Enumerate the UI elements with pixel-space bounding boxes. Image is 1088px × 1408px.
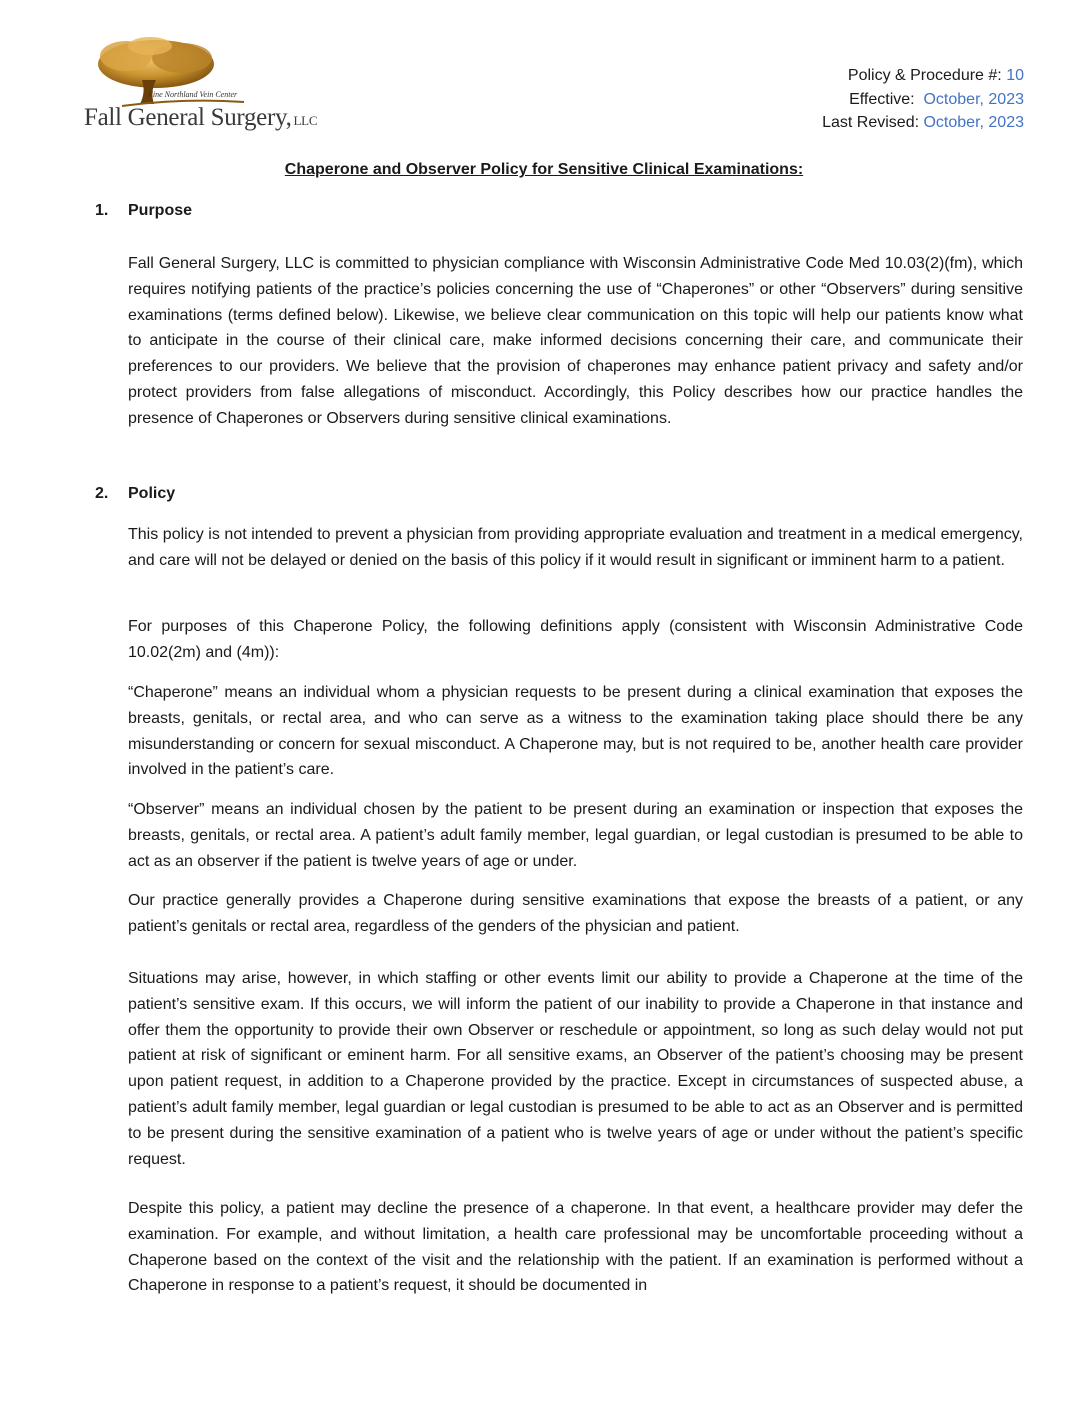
observer-definition-paragraph: “Observer” means an individual chosen by the patient to be present during an examination or inspection that exposes the breasts, genitals, or rectal area. A patient’s adult family member, legal guardian, or legal custodian is presumed to be able to act as an observer if the patient is twelve years of age or under. bbox=[128, 801, 1023, 870]
logo-tagline: Fine Northland Vein Center bbox=[148, 90, 238, 99]
chaperone-definition-paragraph: “Chaperone” means an individual whom a physician requests to be present during a clinical examination that exposes the breasts, genitals, or rectal area, and who can serve as a witness to the examination taking place should there be any misunderstanding or concern for sexual misconduct. A Chaperone may, but is not required to be, another health care provider involved in the patient’s care. bbox=[128, 684, 1023, 779]
effective-date-label: Effective: bbox=[849, 90, 915, 108]
situations-paragraph: Situations may arise, however, in which staffing or other events limit our ability to provide a Chaperone at the time of the patient’s sensitive exam. If this occurs, we will inform the patient of our inability to provide a Chaperone in that instance and offer them the opportunity to provide their own Observer or reschedule or appointment, so long as such delay would not put patient at risk of significant or eminent harm. For all sensitive exams, an Observer of the patient’s choosing may be present upon patient request, in addition to a Chaperone provided by the practice. Except in circumstances of suspected abuse, a patient’s adult family member, legal guardian or legal custodian is presumed to be able to act as an Observer and is permitted to be present during the sensitive examination of a patient who is twelve years of age or under without the patient’s specific request. bbox=[128, 970, 1023, 1168]
revised-date-label: Last Revised: bbox=[822, 114, 920, 131]
document-title: Chaperone and Observer Policy for Sensitive Clinical Examinations: bbox=[284, 161, 804, 178]
logo-name-suffix: LLC bbox=[293, 113, 318, 128]
section-heading-policy bbox=[95, 485, 175, 503]
section-number: 1. bbox=[95, 202, 109, 219]
policy-meta bbox=[822, 64, 1024, 135]
section-number: 2. bbox=[95, 485, 109, 502]
effective-date-line bbox=[822, 88, 1024, 112]
purpose-paragraph: Fall General Surgery, LLC is committed to physician compliance with Wisconsin Administrative Code Med 10.03(2)(fm), which requires notifying patients of the practice’s policies concerning the use of “Chaperones” or other “Observers” during sensitive examinations (terms defined below). Likewise, we believe clear communication on this topic will help our patients know what to anticipate in the course of their clinical care, make informed decisions concerning their care, and communicate their preferences to our providers. We believe that the provision of chaperones may enhance patient privacy and safety and/or protect providers from false allegations of misconduct. Accordingly, this Policy describes how our practice handles the presence of Chaperones or Observers during sensitive clinical examinations. bbox=[128, 255, 1023, 427]
definitions-intro-paragraph: For purposes of this Chaperone Policy, the following definitions apply (consistent with Wisconsin Administrative Code 10.02(2m) and (4m)): bbox=[128, 618, 1023, 661]
policy-number-label: Policy & Procedure #: bbox=[847, 67, 1002, 84]
revised-date-value: October, 2023 bbox=[923, 114, 1024, 131]
section-title: Purpose bbox=[128, 202, 193, 219]
decline-paragraph: Despite this policy, a patient may decline the presence of a chaperone. In that event, a healthcare provider may defer the examination. For example, and without limitation, a health care professional may be uncomfortable proceeding without a Chaperone based on the context of the visit and the relationship with the patient. If an examination is performed without a Chaperone in response to a patient’s request, it should be documented in bbox=[128, 1200, 1023, 1295]
emergency-paragraph: This policy is not intended to prevent a physician from providing appropriate evaluation and treatment in a medical emergency, and care will not be delayed or denied on the basis of this policy if it would result in significant or imminent harm to a patient. bbox=[128, 526, 1023, 569]
effective-date-value: October, 2023 bbox=[923, 90, 1024, 108]
section-title: Policy bbox=[128, 485, 176, 502]
company-logo bbox=[84, 36, 318, 146]
policy-number-line bbox=[822, 64, 1024, 88]
revised-date-line bbox=[822, 111, 1024, 135]
logo-name-text: Fall General Surgery, bbox=[84, 104, 292, 131]
section-heading-purpose bbox=[95, 202, 192, 220]
logo-company-name bbox=[84, 104, 317, 132]
policy-number-value: 10 bbox=[1006, 67, 1024, 84]
general-practice-paragraph: Our practice generally provides a Chaperone during sensitive examinations that expose the breasts of a patient, or any patient’s genitals or rectal area, regardless of the genders of the physician and patient. bbox=[128, 892, 1023, 935]
